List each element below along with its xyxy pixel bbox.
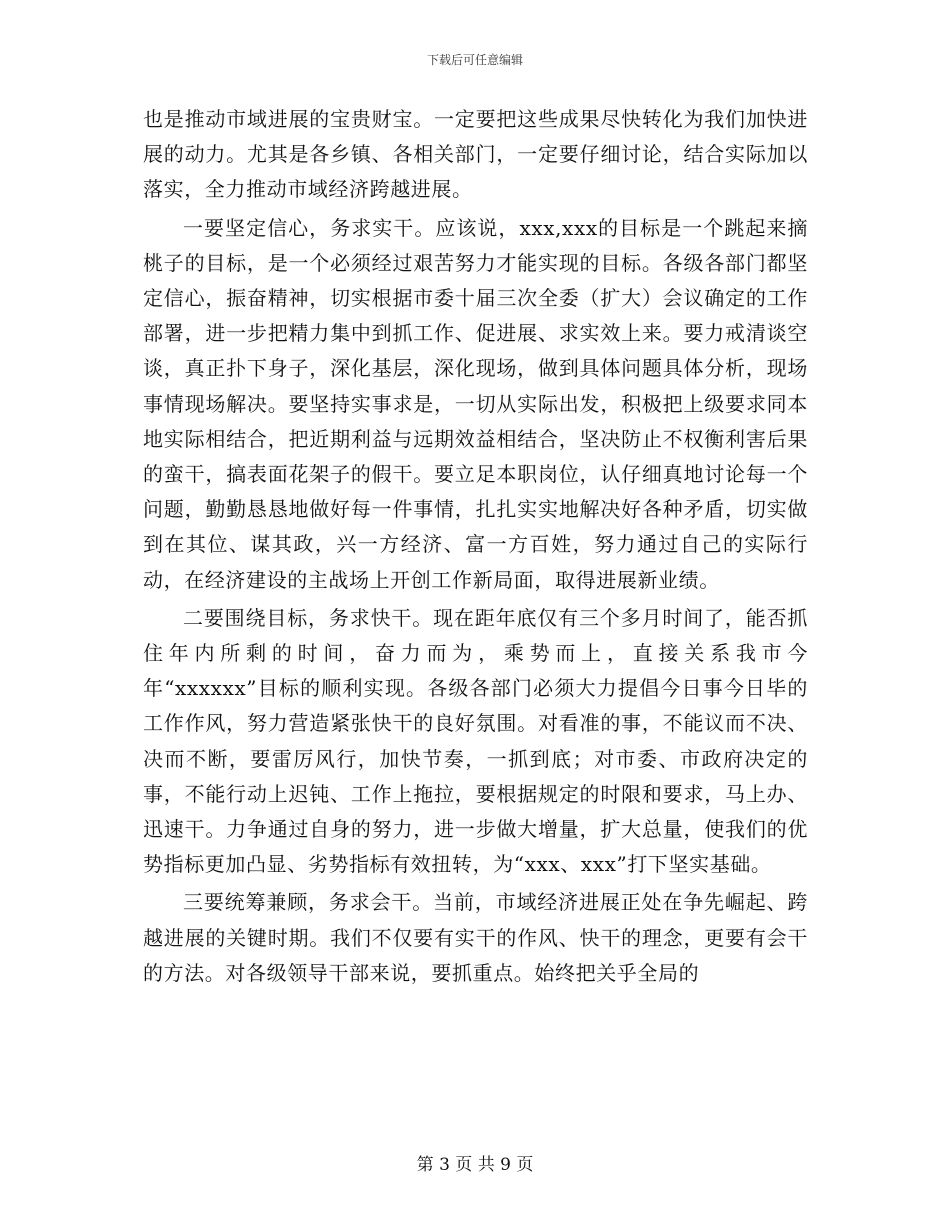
paragraph-overall-planning: 三要统筹兼顾，务求会干。当前，市域经济进展正处在争先崛起、跨越进展的关键时期。我们不仅要有实干的作风、快干的理念，更要有会干的方法。对各级领导干部来说，要抓重点。始终把关乎全局的 (143, 890, 808, 985)
page-number: 第 3 页 共 9 页 (416, 1155, 534, 1175)
page-header-note: 下载后可任意编辑 (426, 53, 523, 67)
document-body (143, 102, 808, 994)
paragraph-focus-goals: 二要围绕目标，务求快干。现在距年底仅有三个多月时间了，能否抓住年内所剩的时间，奋力而为，乘势而上，直接关系我市今年“xxxxxx”目标的顺利实现。各级各部门必须大力提倡今日事今日毕的工作作风，努力营造紧张快干的良好氛围。对看准的事，不能议而不决、决而不断，要雷厉风行，加快节奏，一抓到底；对市委、市政府决定的事，不能行动上迟钝、工作上拖拉，要根据规定的时限和要求，马上办、迅速干。力争通过自身的努力，进一步做大增量，扩大总量，使我们的优势指标更加凸显、劣势指标有效扭转，为“xxx、xxx”打下坚实基础。 (143, 605, 808, 877)
paragraph-continued: 也是推动市域进展的宝贵财宝。一定要把这些成果尽快转化为我们加快进展的动力。尤其是各乡镇、各相关部门，一定要仔细讨论，结合实际加以落实，全力推动市域经济跨越进展。 (143, 107, 808, 202)
paragraph-firm-confidence: 一要坚定信心，务求实干。应该说，xxx,xxx的目标是一个跳起来摘桃子的目标，是一个必须经过艰苦努力才能实现的目标。各级各部门都坚定信心，振奋精神，切实根据市委十届三次全委（扩大）会议确定的工作部署，进一步把精力集中到抓工作、促进展、求实效上来。要力戒清谈空谈，真正扑下身子，深化基层，深化现场，做到具体问题具体分析，现场事情现场解决。要坚持实事求是，一切从实际出发，积极把上级要求同本地实际相结合，把近期利益与远期效益相结合，坚决防止不权衡利害后果的蛮干，搞表面花架子的假干。要立足本职岗位，认仔细真地讨论每一个问题，勤勤恳恳地做好每一件事情，扎扎实实地解决好各种矛盾，切实做到在其位、谋其政，兴一方经济、富一方百姓，努力通过自己的实际行动，在经济建设的主战场上开创工作新局面，取得进展新业绩。 (143, 215, 808, 592)
